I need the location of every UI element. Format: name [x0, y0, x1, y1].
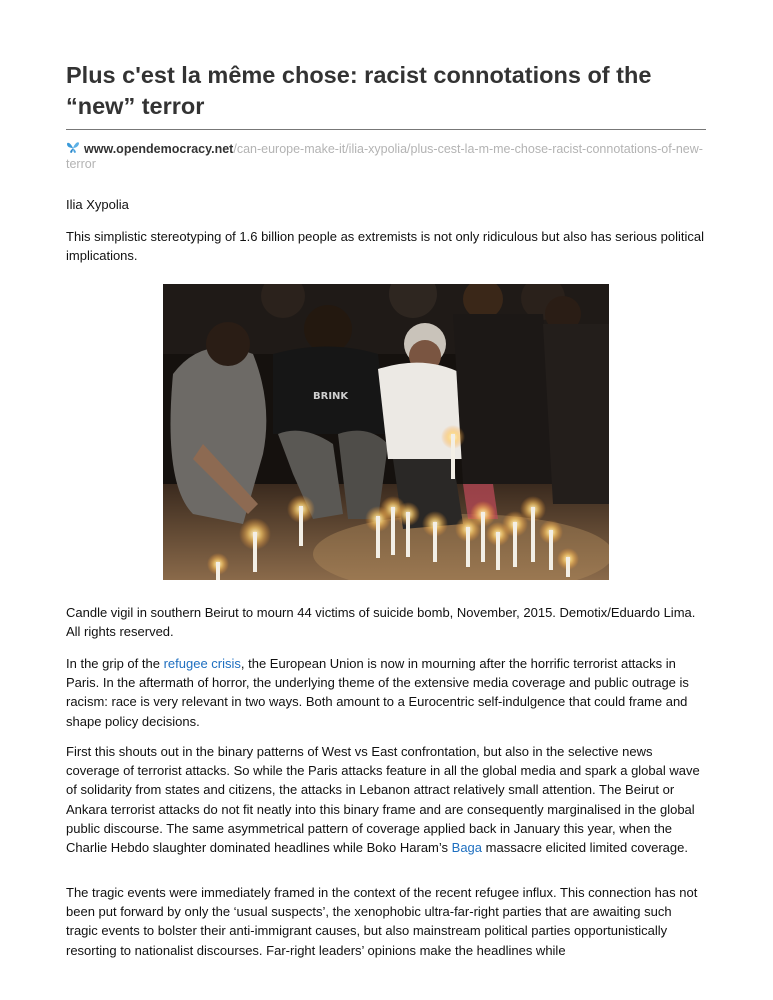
- paragraph-2-text-start: First this shouts out in the binary patterns of West vs East confrontation, but also in the selective news coverage of terrorist attacks. So while the Paris attacks feature in all the global media and spark a global wave of solidarity from states and citizens, the attacks in Lebanon attract relatively small attention. The Beirut or Ankara terrorist attacks do not fit neatly into this binary frame and are consequently marginalised in the global public discourse. The same asymmetrical pattern of coverage applied back in January this year, when the Charlie Hebdo slaughter dominated headlines while Boko Haram’s: [66, 744, 700, 856]
- source-path[interactable]: /can-europe-make-it/ilia-xypolia/plus-cest-la-m-me-chose-racist-connotations-of-new-terror: [66, 142, 703, 171]
- standfirst: This simplistic stereotyping of 1.6 billion people as extremists is not only ridiculous but also has serious political implications.: [66, 229, 705, 264]
- article-title: Plus c'est la même chose: racist connotations of the “new” terror: [66, 62, 652, 119]
- paragraph-1: [66, 654, 706, 731]
- baga-link[interactable]: Baga: [451, 840, 483, 856]
- source-domain[interactable]: www.opendemocracy.net: [84, 142, 234, 156]
- paragraph-1-text-end: , the European Union is now in mourning after the horrific terrorist attacks in Paris. In the aftermath of horror, the underlying theme of the extensive media coverage and public outrage is racism: race is very relevant in two ways. Both amount to a Eurocentric self-indulgence that could frame and shape policy decisions.: [66, 656, 689, 729]
- author-name: Ilia Xypolia: [66, 197, 129, 212]
- svg-text:BRINK: BRINK: [313, 391, 349, 402]
- source-url[interactable]: [66, 141, 706, 172]
- refugee-crisis-link[interactable]: refugee crisis: [163, 656, 241, 671]
- paragraph-3: The tragic events were immediately framed in the context of the recent refugee influx. This connection has not been put forward by only the ‘usual suspects’, the xenophobic ultra-far-right parties that are awaiting such tragic events to bolster their anti-immigrant causes, but also mainstream political parties opportunistically resorting to nationalist discourses. Far-right leaders’ opinions make the headlines while: [66, 885, 698, 958]
- image-caption: Candle vigil in southern Beirut to mourn 44 victims of suicide bomb, November, 2015. Demotix/Eduardo Lima. All rights reserved.: [66, 605, 696, 640]
- butterfly-icon: [66, 141, 80, 154]
- paragraph-2-text-end: massacre elicited limited coverage.: [482, 840, 688, 856]
- vigil-photo: [163, 284, 609, 580]
- paragraph-2: [66, 742, 706, 857]
- title-divider: [66, 129, 706, 130]
- paragraph-1-text-start: In the grip of the: [66, 656, 164, 671]
